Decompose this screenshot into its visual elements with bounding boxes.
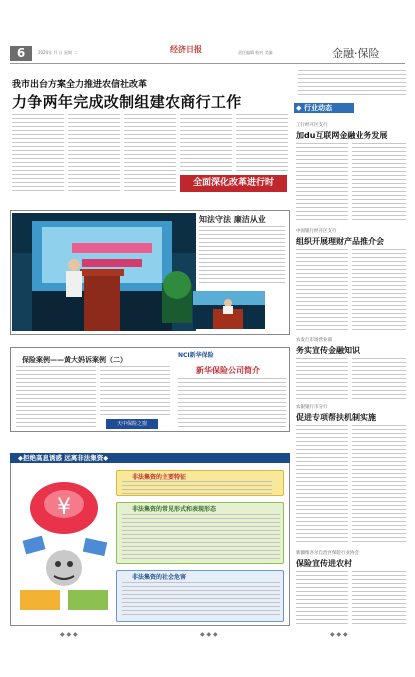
insurance-window-badge: 天中保险之窗 — [106, 419, 158, 429]
right-story-body — [296, 571, 348, 625]
right-story-body — [352, 571, 406, 625]
right-story-title: 组织开展理财产品推介会 — [296, 237, 384, 246]
case-study-body — [16, 366, 96, 428]
right-story-title: 加du互联网金融业务发展 — [296, 131, 388, 140]
lead-kicker: 我市出台方案全力推进农信社改革 — [12, 80, 148, 90]
diamond-icon: ◆ — [296, 104, 302, 112]
header-divider — [10, 63, 405, 64]
info-box-body — [122, 514, 280, 562]
right-column-notice — [298, 70, 406, 96]
speaker-photo — [193, 291, 265, 329]
right-story-kicker: 中国银行经开区支行 — [296, 229, 337, 234]
right-story-kicker: 农银银行市分行 — [296, 405, 328, 410]
nci-intro-title: 新华保险公司简介 — [196, 366, 260, 375]
right-story-title: 保险宣传进农村 — [296, 559, 352, 568]
info-box-body — [122, 481, 272, 494]
paper-logo: 经济日报 — [170, 44, 202, 54]
lead-banner: 全面深化改革进行时 — [180, 175, 287, 192]
right-story-title: 促进专项帮扶机制实施 — [296, 413, 376, 422]
footer-mark: ◆ ◆ ◆ — [60, 631, 78, 638]
right-story-body — [352, 143, 406, 223]
right-story-body — [296, 358, 348, 400]
footer-mark: ◆ ◆ ◆ — [200, 631, 218, 638]
lead-story — [10, 72, 290, 194]
nci-intro-body — [178, 378, 286, 428]
footer-mark: ◆ ◆ ◆ — [330, 631, 348, 638]
case-study-body — [100, 366, 170, 416]
right-story-title: 务实宣传金融知识 — [296, 346, 360, 355]
right-story-body — [296, 249, 348, 331]
anti-fraud-banner: ◆拒绝高息诱惑 远离非法集资◆ — [10, 453, 290, 463]
right-story-body — [352, 249, 406, 331]
right-story-kicker: 农发行市场营业部 — [296, 338, 332, 343]
lead-headline: 力争两年完成改制组建农商行工作 — [12, 93, 242, 111]
right-story-body — [296, 143, 348, 223]
svg-text:¥: ¥ — [57, 495, 71, 520]
date-line: 2024年 月 日 星期 二 — [38, 50, 78, 55]
info-box-body — [122, 582, 280, 618]
info-box-head: 非法集资的主要特征 — [132, 474, 187, 481]
event-photo — [12, 213, 196, 331]
lead-body-col-5 — [236, 114, 288, 172]
section-title: 金融·保险 — [332, 47, 380, 60]
right-story-kicker: 工行经开区支行 — [296, 123, 328, 128]
case-study-title: 保险案例——黄大妈诉案例（二） — [22, 355, 127, 364]
photo-caption-title: 知法守法 廉洁从业 — [199, 214, 266, 224]
right-story-body — [352, 425, 406, 545]
page-number: 6 — [10, 46, 32, 61]
photo-story-body — [199, 226, 285, 284]
right-section-label: 行业动态 — [294, 103, 354, 113]
right-story-body — [296, 425, 348, 545]
right-story-body — [352, 358, 406, 400]
anti-fraud-illustration — [14, 468, 116, 618]
info-box-head: 非法集资的社会危害 — [132, 574, 187, 581]
editor-line: 责任编辑 校对 美编 — [238, 50, 273, 55]
right-story-kicker: 新疆维吾尔自治区保险行业协会 — [296, 551, 359, 556]
lead-body-col-2 — [68, 114, 120, 192]
info-box-head: 非法集资的常见形式和表现形态 — [132, 506, 217, 513]
nci-logo: NCI新华保险 — [178, 352, 214, 359]
lead-body-col-3 — [124, 114, 176, 192]
lead-body-col-1 — [12, 114, 64, 192]
lead-body-col-4 — [180, 114, 232, 172]
